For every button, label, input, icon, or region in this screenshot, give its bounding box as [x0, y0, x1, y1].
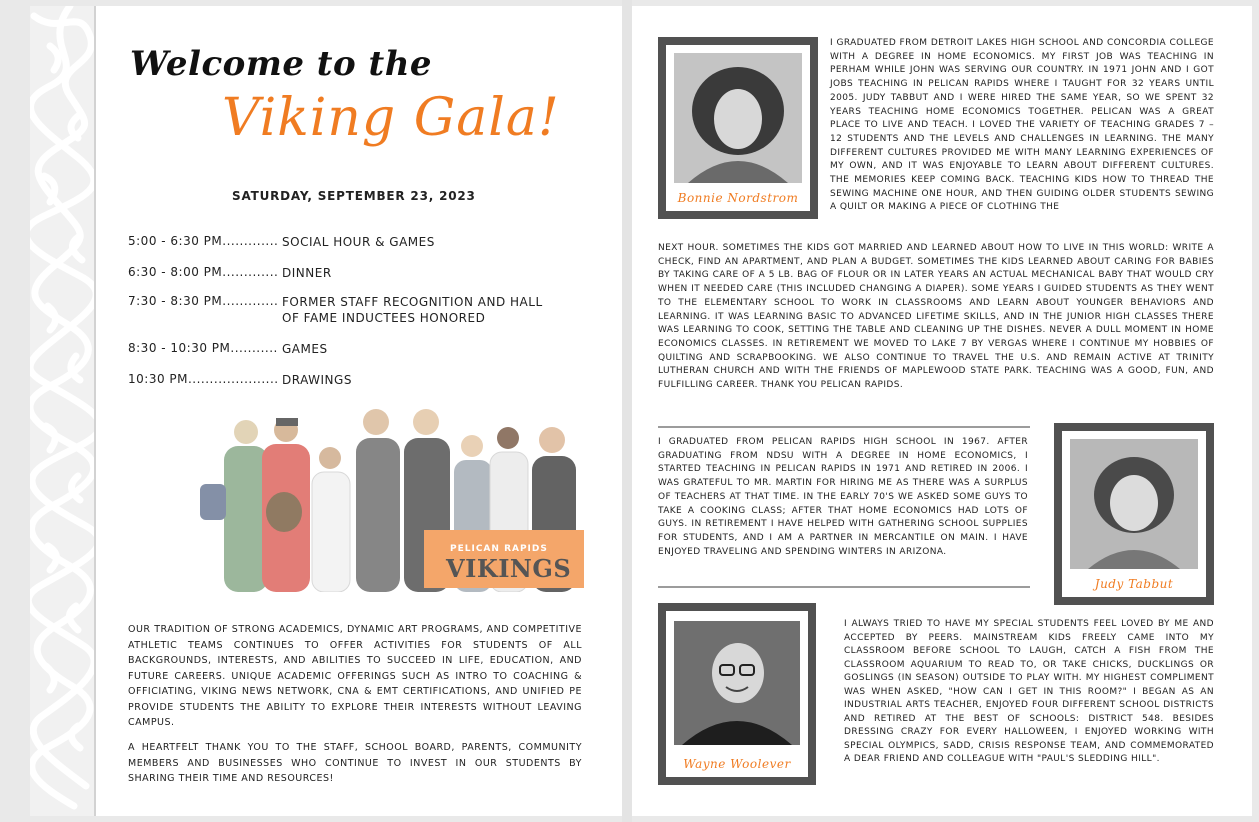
schedule-time: 8:30 - 10:30 PM...........: [128, 341, 278, 355]
judy-bio: I GRADUATED FROM PELICAN RAPIDS HIGH SCHOOL IN 1967. AFTER GRADUATING FROM NDSU WITH A DEGREE IN HOME ECONOMICS, I STARTED TEACHING IN PELICAN RAPIDS IN 1971 AND RETIRED IN 2006. I WAS GRATEFUL TO MR. MARTIN FOR HIRING ME AS THERE WAS A SURPLUS OF TEACHERS AT THAT TIME. IN THE EARLY 70'S WE ASKED SOME GUYS TO TAKE A COOKING CLASS; AFTER THAT HOME ECONOMICS HAD LOTS OF GUYS. IN RETIREMENT I HAVE HELPED WITH GATHERING SCHOOL SUPPLIES FOR STUDENTS, AND I AM A PARTNER IN MERCANTILE ON MAIN. I HAVE ENJOYED TRAVELING AND SPENDING WINTERS IN ARIZONA.: [658, 437, 1028, 557]
wayne-portrait: [674, 621, 800, 745]
vikings-banner: [424, 530, 584, 588]
schedule-row: [128, 341, 328, 356]
bonnie-name: Bonnie Nordstrom: [677, 191, 799, 205]
banner-big-text: VIKINGS: [446, 554, 572, 583]
event-date: SATURDAY, SEPTEMBER 23, 2023: [232, 189, 476, 203]
students-group-photo: [128, 400, 584, 592]
schedule-time: 6:30 - 8:00 PM.............: [128, 265, 279, 279]
schedule-activity: FORMER STAFF RECOGNITION AND HALL OF FAME INDUCTEES HONORED: [282, 295, 543, 325]
schedule-row: [128, 234, 435, 249]
schedule-time: 5:00 - 6:30 PM.............: [128, 234, 279, 248]
judy-portrait: [1070, 439, 1198, 569]
gala-title: Viking Gala!: [222, 88, 560, 148]
wayne-bio: I ALWAYS TRIED TO HAVE MY SPECIAL STUDENTS FEEL LOVED BY ME AND ACCEPTED BY PEERS. MAINSTREAM KIDS FREELY CAME INTO MY CLASSROOM BEFORE SCHOOL TO LAUGH, CATCH A FISH FROM THE CLASSROOM AQUARIUM TO READ TO, OR TAKE CHICKS, DUCKLINGS OR GOSLINGS (IN SEASON) OUTSIDE TO PLAY WITH. MY HIGHEST COMPLIMENT WAS WHEN ASKED, "HOW CAN I GET IN THIS ROOM?" I BEGAN AS AN INDUSTRIAL ARTS TEACHER, ENJOYED FOUR DIFFERENT SCHOOL DISTRICTS AND RETIRED AT THE BEST OF SCHOOLS: DISTRICT 548. BESIDES DRESSING CRAZY FOR EVERY HALLOWEEN, I ENJOYED WORKING WITH SPECIAL OLYMPICS, SADD, CRISIS RESPONSE TEAM, AND COMMEMORATED A DEAR FRIEND AND COLLEAGUE WITH "PAUL'S SLEDDING HILL".: [844, 619, 1214, 764]
frame-inner: [666, 611, 808, 777]
bonnie-bio-top: I GRADUATED FROM DETROIT LAKES HIGH SCHOOL AND CONCORDIA COLLEGE WITH A DEGREE IN HOME ECONOMICS. MY FIRST JOB WAS TEACHING IN PERHAM WHILE JOHN WAS SERVING OUR COUNTRY. IN 1971 JOHN AND I GOT JOBS TEACHING IN PELICAN RAPIDS WHERE I TAUGHT FOR 32 YEARS UNTIL 2005. JUDY TABBUT AND I WERE HIRED THE SAME YEAR, SO WE SPENT 32 YEARS TEACHING HOME ECONOMICS TOGETHER. PELICAN WAS A GREAT PLACE TO LIVE AND TEACH. I LOVED THE VARIETY OF TEACHING GRADES 7 – 12 STUDENTS AND THE LEVELS AND CHALLENGES IN LEARNING. THE MANY DIFFERENT CULTURES PROVIDED ME WITH MANY LEARNING EXPERIENCES OF MY OWN, AND IT WAS ENJOYABLE TO LEARN ABOUT DIFFERENT CULTURES. THE MEMORIES KEEP COMING BACK. TEACHING KIDS HOW TO THREAD THE SEWING MACHINE ONE HOUR, AND THEN GUIDING OLDER STUDENTS SEWING A QUILT OR MAKING A PIECE OF CLOTHING THE: [830, 38, 1214, 213]
judy-name: Judy Tabbut: [1094, 577, 1174, 591]
bonnie-photo-frame: [658, 37, 818, 219]
wayne-name: Wayne Woolever: [683, 757, 791, 771]
tradition-paragraph: OUR TRADITION OF STRONG ACADEMICS, DYNAMIC ART PROGRAMS, AND COMPETITIVE ATHLETIC TEAMS CONTINUES TO OFFER ACTIVITIES FOR STUDENTS OF ALL BACKGROUNDS, INTERESTS, AND ABILITIES TO SUCCEED IN LIFE, EDUCATION, AND FUTURE CAREERS. UNIQUE ACADEMIC OFFERINGS SUCH AS INTRO TO COACHING & OFFICIATING, VIKING NEWS NETWORK, CNA & EMT CERTIFICATIONS, AND UNIFIED PE PROVIDE STUDENTS THE ABILITY TO EXPLORE THEIR INTERESTS WITHOUT LEAVING CAMPUS.: [128, 624, 582, 728]
frame-inner: [666, 45, 810, 211]
schedule-activity: SOCIAL HOUR & GAMES: [282, 235, 435, 249]
page-spine: [622, 0, 632, 822]
divider: [658, 586, 1030, 588]
schedule-activity: DINNER: [282, 266, 332, 280]
decorative-swirl-border: [30, 6, 94, 816]
judy-photo-frame: [1054, 423, 1214, 605]
frame-inner: [1062, 431, 1206, 597]
schedule-time: 10:30 PM.....................: [128, 372, 279, 386]
left-margin-rule: [94, 6, 96, 816]
divider: [658, 426, 1030, 428]
bonnie-portrait: [674, 53, 802, 183]
schedule-activity: DRAWINGS: [282, 373, 352, 387]
schedule-time: 7:30 - 8:30 PM.............: [128, 294, 279, 308]
schedule-row: [128, 372, 352, 387]
wayne-photo-frame: [658, 603, 816, 785]
thanks-paragraph: A HEARTFELT THANK YOU TO THE STAFF, SCHOOL BOARD, PARENTS, COMMUNITY MEMBERS AND BUSINESSES WHO CONTINUE TO INVEST IN OUR STUDENTS BY SHARING THEIR TIME AND RESOURCES!: [128, 742, 582, 784]
schedule-activity: GAMES: [282, 342, 328, 356]
banner-small-text: PELICAN RAPIDS: [450, 544, 548, 554]
welcome-heading: Welcome to the: [130, 44, 433, 84]
schedule-row: [128, 265, 332, 280]
schedule-row: [128, 294, 543, 325]
bonnie-bio-bottom: NEXT HOUR. SOMETIMES THE KIDS GOT MARRIED AND LEARNED ABOUT HOW TO LIVE IN THIS WORLD: WRITE A CHECK, FIND AN APARTMENT, AND PLAN A BUDGET. SOMETIMES THE KIDS LEARNED ABOUT CARING FOR BABIES BY TAKING CARE OF A 5 LB. BAG OF FLOUR OR IN LATER YEARS AN ACTUAL MECHANICAL BABY THAT WOULD CRY WHEN IT NEEDED CARE (THIS INCLUDED CHANGING A DIAPER). SOME YEARS I GUIDED STUDENTS AS THEY WENT TO THE ELEMENTARY SCHOOL TO WORK IN CLASSROOMS AND LEARN ABOUT YOUNGER BEHAVIORS AND LEARNING. IT WAS LEARNING BASIC TO ADVANCED LIFETIME SKILLS, AND IN THE JUNIOR HIGH CLASSES THERE WAS LEARNING TO COOK, SETTING THE TABLE AND CLEANING UP THE DISHES. NEVER A DULL MOMENT IN HOME ECONOMICS CLASSES. IN RETIREMENT WE MOVED TO LAKE 7 BY VERGAS WHERE I CONTINUE MY HOBBIES OF QUILTING AND SCRAPBOOKING. WE ALSO CONTINUE TO TRAVEL THE U.S. AND REMAIN ACTIVE AT TRINITY LUTHERAN CHURCH AND WITH THE FRIENDS OF MAPLEWOOD STATE PARK. TEACHING WAS A GOOD, FUN, AND FULFILLING CAREER. THANK YOU PELICAN RAPIDS.: [658, 243, 1214, 391]
